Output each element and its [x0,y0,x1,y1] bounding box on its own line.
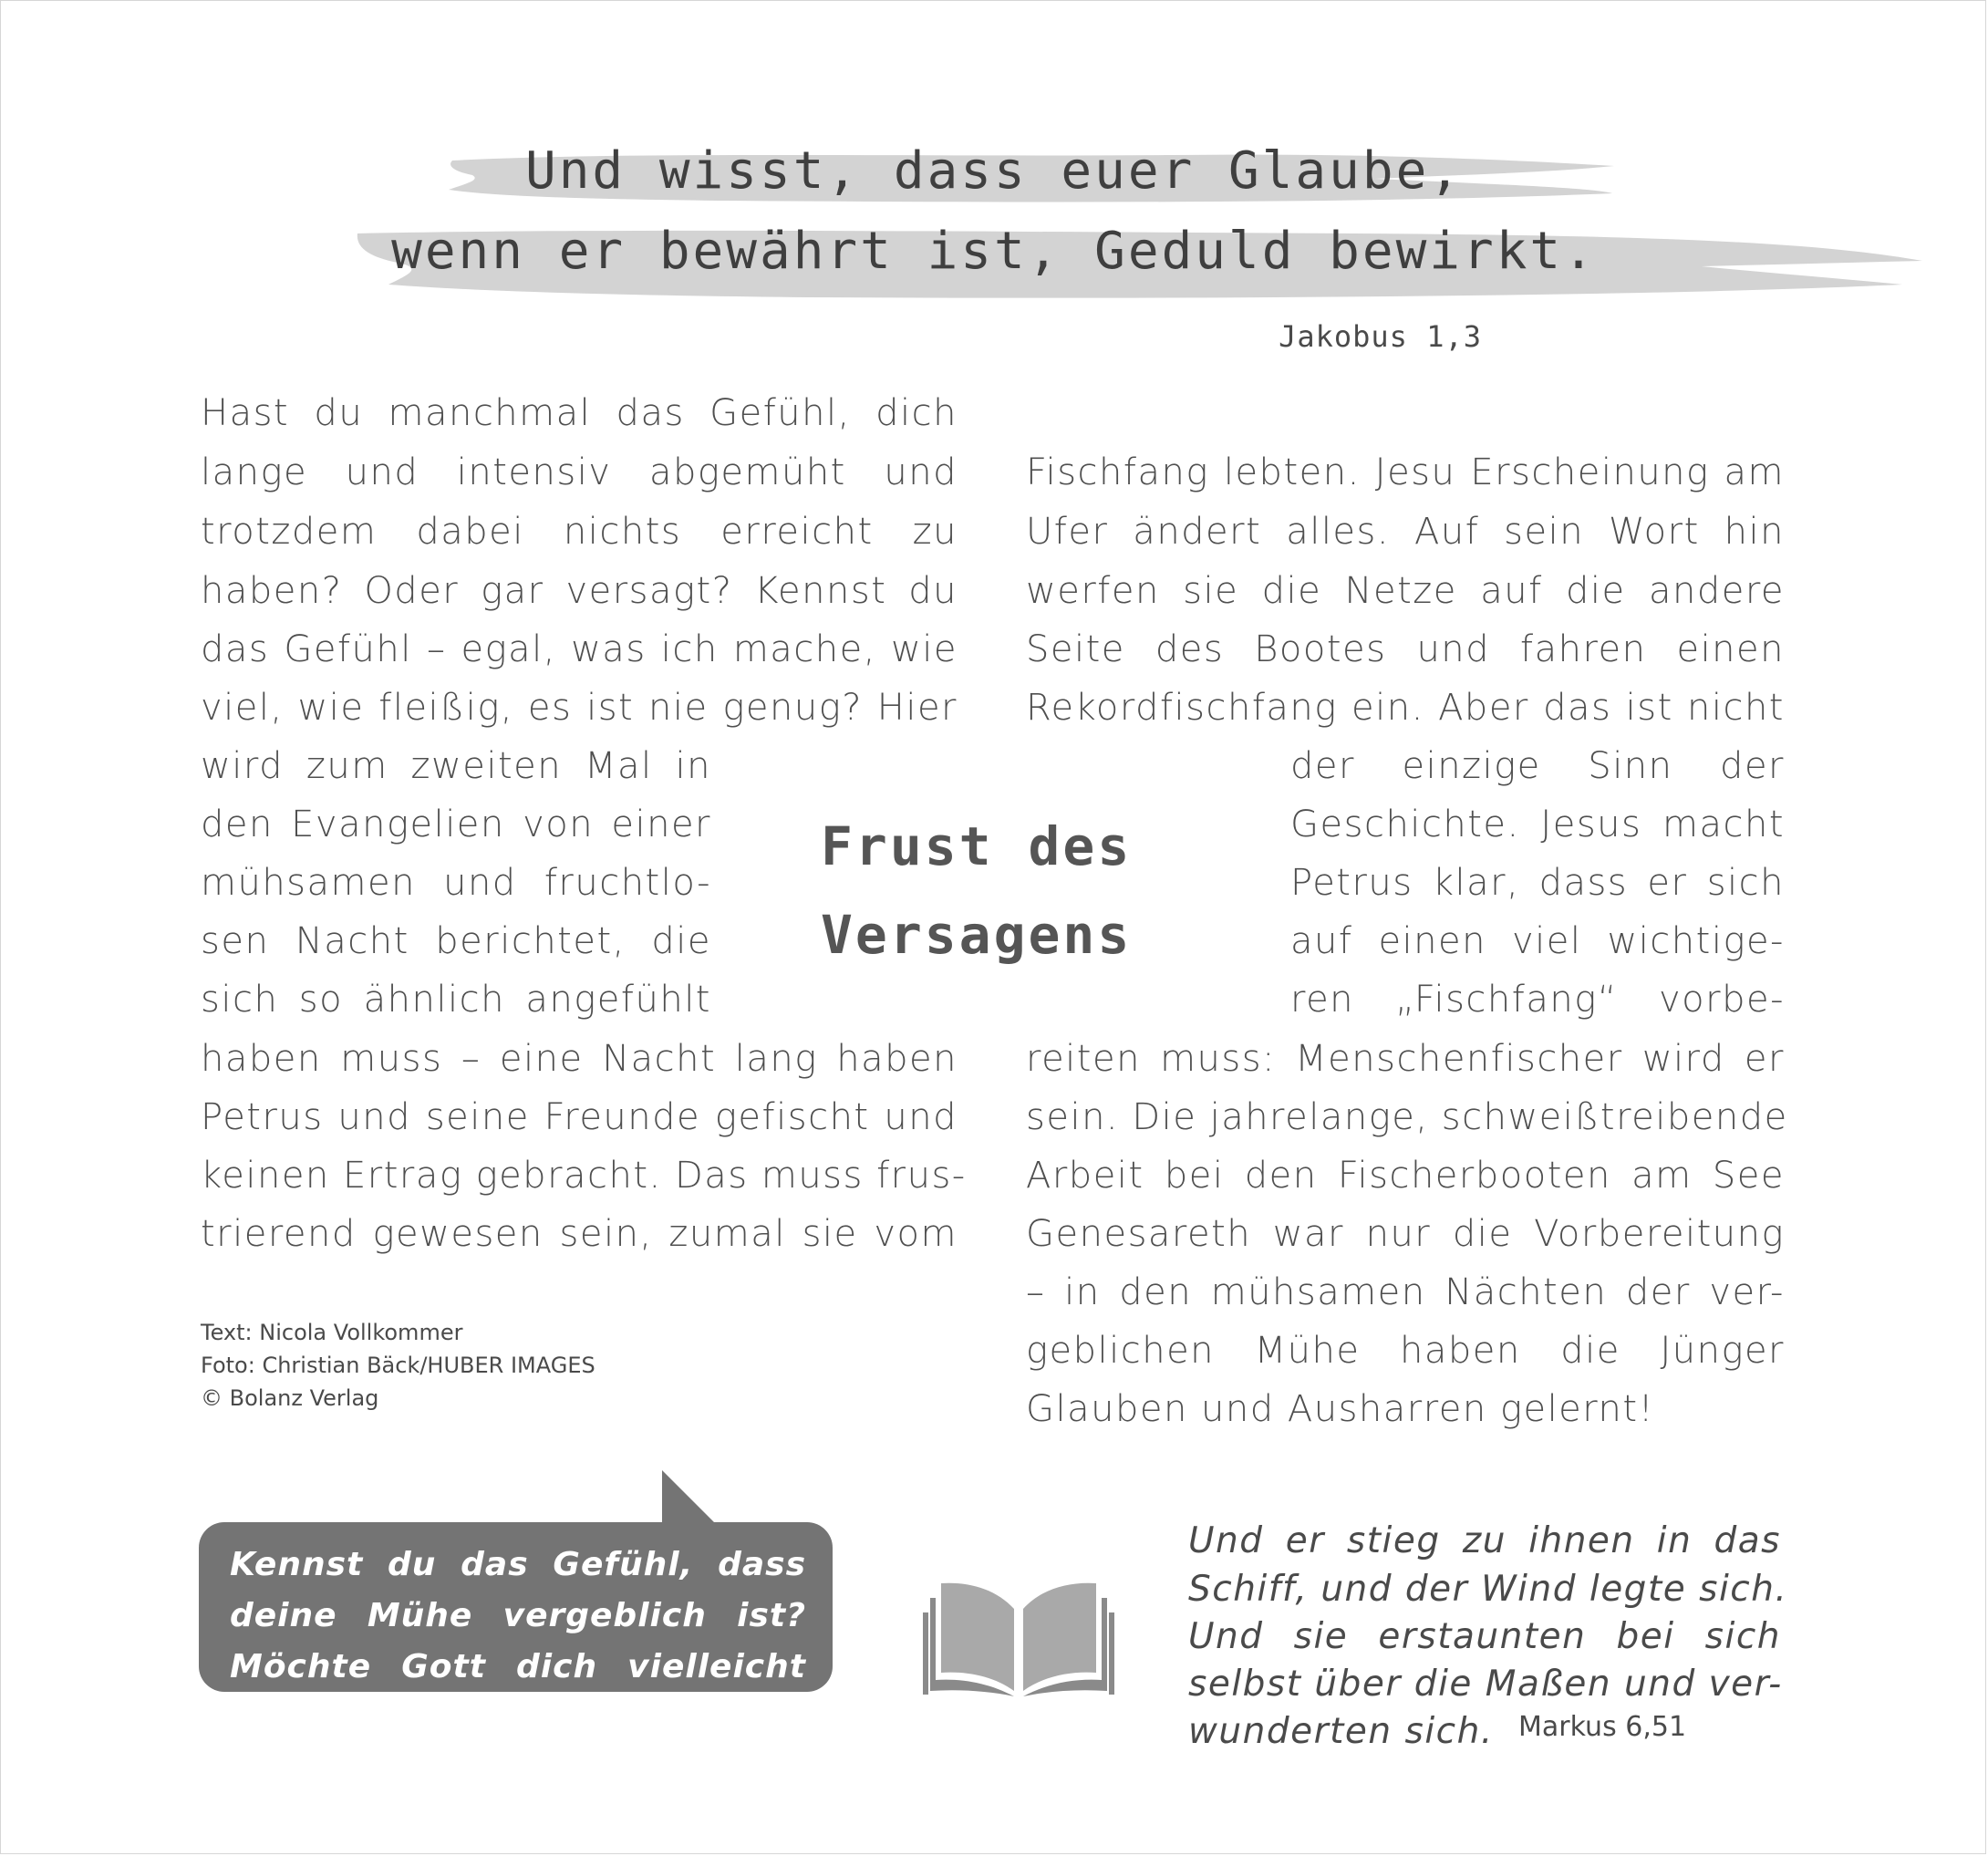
left-line: trotzdem dabei nichts erreicht zu [201,511,958,553]
left-line: Petrus und seine Freunde gefischt und [201,1096,958,1138]
verse-line-1: Und wisst, dass euer Glaube, [524,141,1463,201]
article-heading [821,803,1167,980]
right-line: Seite des Bootes und fahren einen [1026,628,1785,670]
right-line: der einzige Sinn der [1290,745,1785,787]
right-line: Geschichte. Jesus macht [1290,804,1785,845]
bubble-line: Möchte Gott dich vielleicht [230,1648,806,1685]
bubble-line: Glaube und Ausharren lehren? [230,1699,820,1737]
speech-bubble-tail [657,1470,730,1527]
right-line: Glauben und Ausharren gelernt! [1026,1388,1655,1430]
verse-reference: Jakobus 1,3 [1279,319,1482,354]
right-line: reiten muss: Menschenfischer wird er [1026,1038,1785,1080]
quote-line: Schiff, und der Wind legte sich. [1188,1569,1788,1610]
left-line: den Evangelien von einer [201,804,711,845]
credit-copyright: © Bolanz Verlag [201,1385,379,1411]
credit-photo: Foto: Christian Bäck/HUBER IMAGES [201,1353,595,1378]
left-line: haben muss – eine Nacht lang haben [201,1038,958,1080]
left-line: viel, wie fleißig, es ist nie genug? Hier [201,687,958,729]
right-line: sein. Die jahrelange, schweißtreibende [1026,1096,1788,1138]
quote-line: selbst über die Maßen und ver- [1188,1664,1783,1705]
left-line: lange und intensiv abgemüht und [201,451,958,493]
left-line: trierend gewesen sein, zumal sie vom [201,1213,958,1255]
left-line: mühsamen und fruchtlo- [201,862,711,904]
bubble-line: Kennst du das Gefühl, dass [230,1546,806,1583]
right-line: Arbeit bei den Fischerbooten am See [1026,1155,1785,1197]
credits [201,1316,595,1415]
left-line: das Gefühl – egal, was ich mache, wie [201,628,958,670]
left-line: sich so ähnlich angefühlt [201,979,711,1021]
right-line: Petrus klar, dass er sich [1290,862,1785,904]
right-line: – in den mühsamen Nächten der ver- [1026,1271,1785,1313]
credit-text: Text: Nicola Vollkommer [201,1320,463,1345]
right-line: Genesareth war nur die Vorbereitung [1026,1213,1785,1255]
left-line: wird zum zweiten Mal in [201,745,711,787]
right-line: werfen sie die Netze auf die andere [1026,570,1785,612]
quote-line: Und er stieg zu ihnen in das [1188,1520,1781,1561]
right-line: Rekordfischfang ein. Aber das ist nicht [1026,687,1785,729]
heading-line-1: Frust des [821,815,1133,877]
right-line: geblichen Mühe haben die Jünger [1026,1330,1785,1372]
right-line: ren „Fischfang“ vorbe- [1290,979,1785,1021]
right-line: Fischfang lebten. Jesu Erscheinung am [1026,451,1785,493]
right-line: Ufer ändert alles. Auf sein Wort hin [1026,511,1785,553]
left-line: Hast du manchmal das Gefühl, dich [201,392,958,434]
right-line: auf einen viel wichtige- [1290,920,1785,962]
left-line: sen Nacht berichtet, die [201,920,711,962]
left-line: keinen Ertrag gebracht. Das muss frus- [201,1155,967,1197]
heading-line-2: Versagens [821,904,1133,966]
open-book-icon [923,1576,1114,1699]
quote-reference: Markus 6,51 [1518,1711,1687,1743]
bubble-line: deine Mühe vergeblich ist? [230,1597,806,1634]
quote-line: Und sie erstaunten bei sich [1188,1616,1781,1657]
verse-line-2: wenn er bewährt ist, Geduld bewirkt. [391,222,1597,281]
left-line: haben? Oder gar versagt? Kennst du [201,570,958,612]
quote-line: wunderten sich. [1188,1711,1494,1752]
